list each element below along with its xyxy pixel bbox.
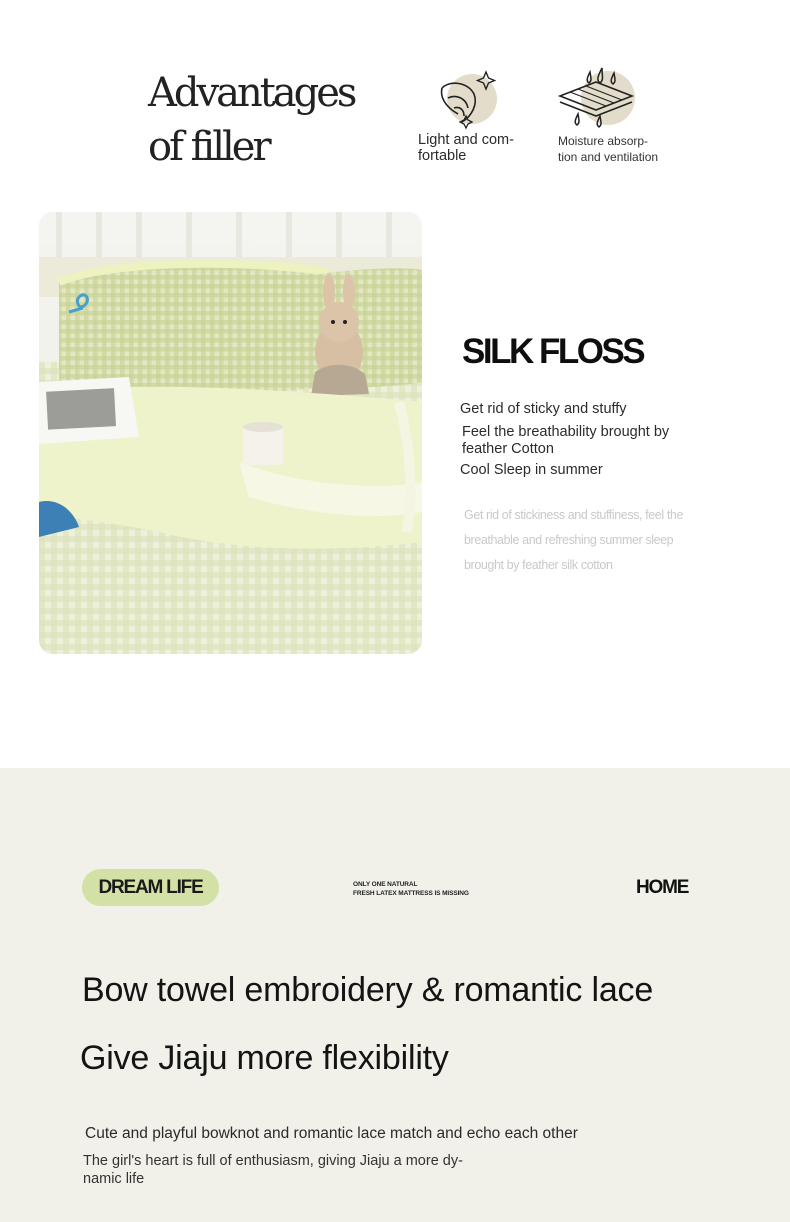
dream-life-badge: DREAM LIFE (82, 869, 219, 906)
section-heading: Give Jiaju more flexibility (80, 1039, 449, 1077)
section-paragraph: The girl's heart is full of enthusiasm, giving Jiaju a more dy- namic life (83, 1153, 463, 1187)
feature-light-comfortable (418, 66, 548, 176)
moisture-layers-icon (556, 64, 638, 130)
feature-moisture (556, 64, 696, 174)
product-line: Get rid of sticky and stuffy (460, 401, 627, 417)
tagline-small: ONLY ONE NATURAL FRESH LATEX MATTRESS IS MISSING (353, 881, 469, 897)
feature-label: Light and com- fortable (418, 132, 514, 164)
bedding-photo (39, 212, 422, 654)
home-label: HOME (636, 877, 689, 898)
feather-sparkle-icon (428, 68, 498, 132)
section-paragraph: Cute and playful bowknot and romantic lace match and echo each other (85, 1125, 578, 1142)
product-line: Cool Sleep in summer (460, 462, 603, 478)
product-line: Feel the breathability brought by feather Cotton (462, 424, 670, 457)
dream-life-section (0, 768, 790, 1222)
advantages-title: Advantages of filler (148, 70, 355, 170)
product-subtext: Get rid of stickiness and stuffiness, feel the breathable and refreshing summer sleep brought by feather silk cotton (464, 508, 683, 572)
section-heading: Bow towel embroidery & romantic lace (82, 971, 654, 1009)
product-title: SILK FLOSS (462, 332, 644, 371)
feature-label: Moisture absorp- tion and ventilation (558, 134, 659, 164)
